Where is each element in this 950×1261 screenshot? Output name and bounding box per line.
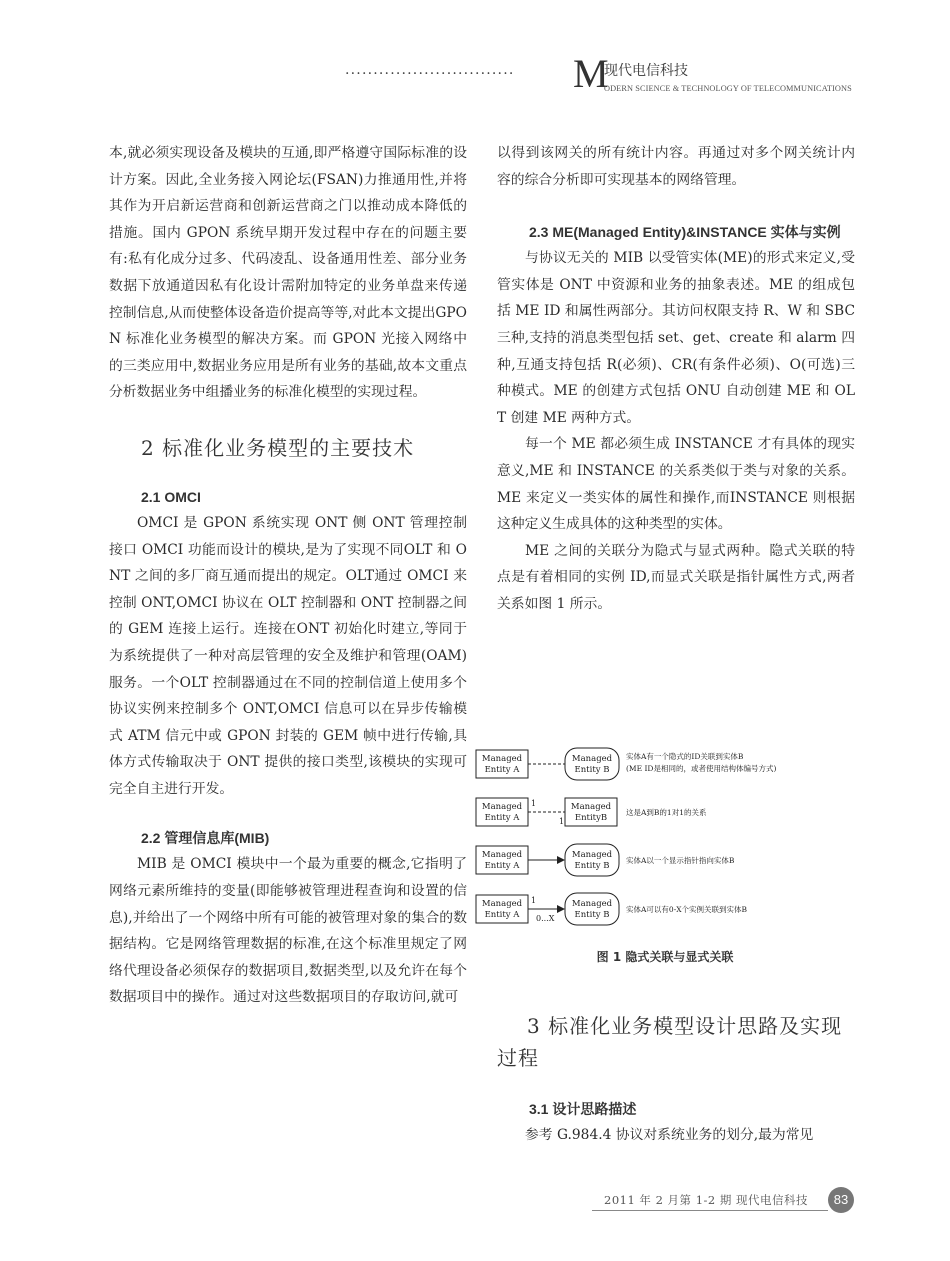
section-2-1-heading: 2.1 OMCI	[141, 488, 201, 505]
row2-a-label-1: Managed	[481, 802, 523, 812]
section-2-3-heading: 2.3 ME(Managed Entity)&INSTANCE 实体与实例	[529, 224, 841, 241]
journal-logo-letter: M	[573, 51, 609, 96]
row4-b-label-1: Managed	[571, 899, 613, 909]
section-3-1-heading: 3.1 设计思路描述	[529, 1101, 637, 1117]
right-paragraph-1: 以得到该网关的所有统计内容。再通过对多个网关统计内容的综合分析即可实现基本的网络管理。	[497, 145, 855, 188]
mib-paragraph: MIB 是 OMCI 模块中一个最为重要的概念,它指明了网络元素所维持的变量(即能够被管理进程查询和设置的信息),并给出了一个网络中所有可能的被管理对象的集合的数据结构。它是网络管理数据的标准,在这个标准里规定了网络代理设备必须保存的数据项目,数据类型,以及允许在每个数据项目中的操作。通过对这些数据项目的存取访问,就可	[109, 856, 467, 1006]
page-number: 83	[828, 1187, 854, 1213]
row4-note: 实体A可以有0-X个实例关联到实体B	[626, 905, 748, 914]
association-paragraph: ME 之间的关联分为隐式与显式两种。隐式关联的特点是有着相同的实例 ID,而显式关联是指针属性方式,两者关系如图 1 所示。	[497, 542, 855, 612]
figure-1	[470, 742, 860, 932]
footer-issue: 2011 年 2 月第 1-2 期 现代电信科技	[604, 1193, 809, 1207]
row4-a-label-1: Managed	[481, 899, 523, 909]
journal-title-cn: 现代电信科技	[604, 63, 688, 79]
row1-entity-b-box	[565, 748, 619, 780]
row4-b-label-2: Entity B	[574, 910, 610, 920]
row3-b-label-2: Entity B	[574, 861, 610, 871]
row1-b-label-1: Managed	[571, 754, 613, 764]
row3-note: 实体A以一个显示指针指向实体B	[626, 856, 735, 865]
row2-b-label-2: EntityB	[574, 813, 608, 823]
omci-paragraph: OMCI 是 GPON 系统实现 ONT 侧 ONT 管理控制接口 OMCI 功能而设计的模块,是为了实现不同OLT 和 ONT 之间的多厂商互通而提出的规定。OLT通过 OMCI 来控制 ONT,OMCI 协议在 OLT 控制器和 ONT 控制器之间的 GEM 连接上运行。连接在ONT 初始化时建立,等同于为系统提供了一种对高层管理的安全及维护和管理(OAM)服务。一个OLT 控制器通过在不同的控制信道上使用多个协议实例来控制多个 ONT,OMCI 信息可以在异步传输模式 ATM 信元中或 GPON 封装的 GEM 帧中进行传输,具体方式传输取决于 ONT 提供的接口类型,该模块的实现可完全自主进行开发。	[109, 514, 467, 797]
figure-1-caption: 图 1 隐式关联与显式关联	[596, 950, 734, 964]
section-3-block	[497, 1010, 855, 1149]
instance-paragraph: 每一个 ME 都必须生成 INSTANCE 才有具体的现实意义,ME 和 INSTANCE 的关系类似于类与对象的关系。ME 来定义一类实体的属性和操作,而INSTANCE 则根据这种定义生成具体的这种类型的实体。	[497, 436, 855, 533]
section-3-heading: 3 标准化业务模型设计思路及实现过程	[497, 1014, 843, 1070]
row1-a-label-2: Entity A	[484, 765, 520, 775]
journal-title-en: ODERN SCIENCE & TECHNOLOGY OF TELECOMMUNICATIONS	[604, 84, 852, 93]
header-dots: ..............................	[345, 62, 515, 78]
row3-a-label-1: Managed	[481, 850, 523, 860]
design-paragraph: 参考 G.984.4 协议对系统业务的划分,最为常见	[525, 1127, 814, 1143]
me-paragraph: 与协议无关的 MIB 以受管实体(ME)的形式来定义,受管实体是 ONT 中资源和业务的抽象表述。ME 的组成包括 ME ID 和属性两部分。其访问权限支持 R、W 和 SBC 三种,支持的消息类型包括 set、get、create 和 alarm 四种,互通支持包括 R(必须)、CR(有条件必须)、O(可选)三种模式。ME 的创建方式包括 ONU 自动创建 ME 和 OLT 创建 ME 两种方式。	[497, 250, 855, 426]
row4-entity-b-box	[565, 893, 619, 925]
left-column	[109, 140, 467, 1011]
right-column	[497, 140, 855, 618]
row2-a-label-2: Entity A	[484, 813, 520, 823]
row2-b-label-1: Managed	[570, 802, 612, 812]
row4-a-label-2: Entity A	[484, 910, 520, 920]
figure-1-diagram	[470, 742, 860, 932]
row3-a-label-2: Entity A	[484, 861, 520, 871]
row1-b-label-2: Entity B	[574, 765, 610, 775]
row4-cardinality-a: 1	[531, 896, 537, 905]
section-2-2-heading: 2.2 管理信息库(MIB)	[141, 830, 270, 847]
row2-cardinality-b: 1	[559, 817, 565, 826]
row1-note-1: 实体A有一个隐式的ID关联到实体B	[626, 752, 744, 761]
row1-note-2: (ME ID是相同的，或者使用结构体编号方式)	[626, 764, 777, 773]
left-paragraph-1: 本,就必须实现设备及模块的互通,即严格遵守国际标准的设计方案。因此,全业务接入网论坛(FSAN)力推通用性,并将其作为开启新运营商和创新运营商之门以推动成本降低的措施。国内 GPON 系统早期开发过程中存在的问题主要有:私有化成分过多、代码凌乱、设备通用性差、部分业务数据下放通道因私有化设计需附加特定的业务单盘来传递控制信息,从而使整体设备造价提高等等,对此本文提出GPON 标准化业务模型的解决方案。而 GPON 光接入网络中的三类应用中,数据业务应用是所有业务的基础,故本文重点分析数据业务中组播业务的标准化模型的实现过程。	[109, 145, 467, 401]
row3-b-label-1: Managed	[571, 850, 613, 860]
row2-note: 这是A到B的1对1的关系	[626, 808, 707, 817]
row2-cardinality-a: 1	[531, 799, 537, 808]
footer-rule	[592, 1210, 828, 1211]
row1-a-label-1: Managed	[481, 754, 523, 764]
row3-entity-b-box	[565, 844, 619, 876]
row4-cardinality-b: 0...X	[536, 914, 555, 923]
section-2-heading: 2 标准化业务模型的主要技术	[141, 435, 415, 460]
